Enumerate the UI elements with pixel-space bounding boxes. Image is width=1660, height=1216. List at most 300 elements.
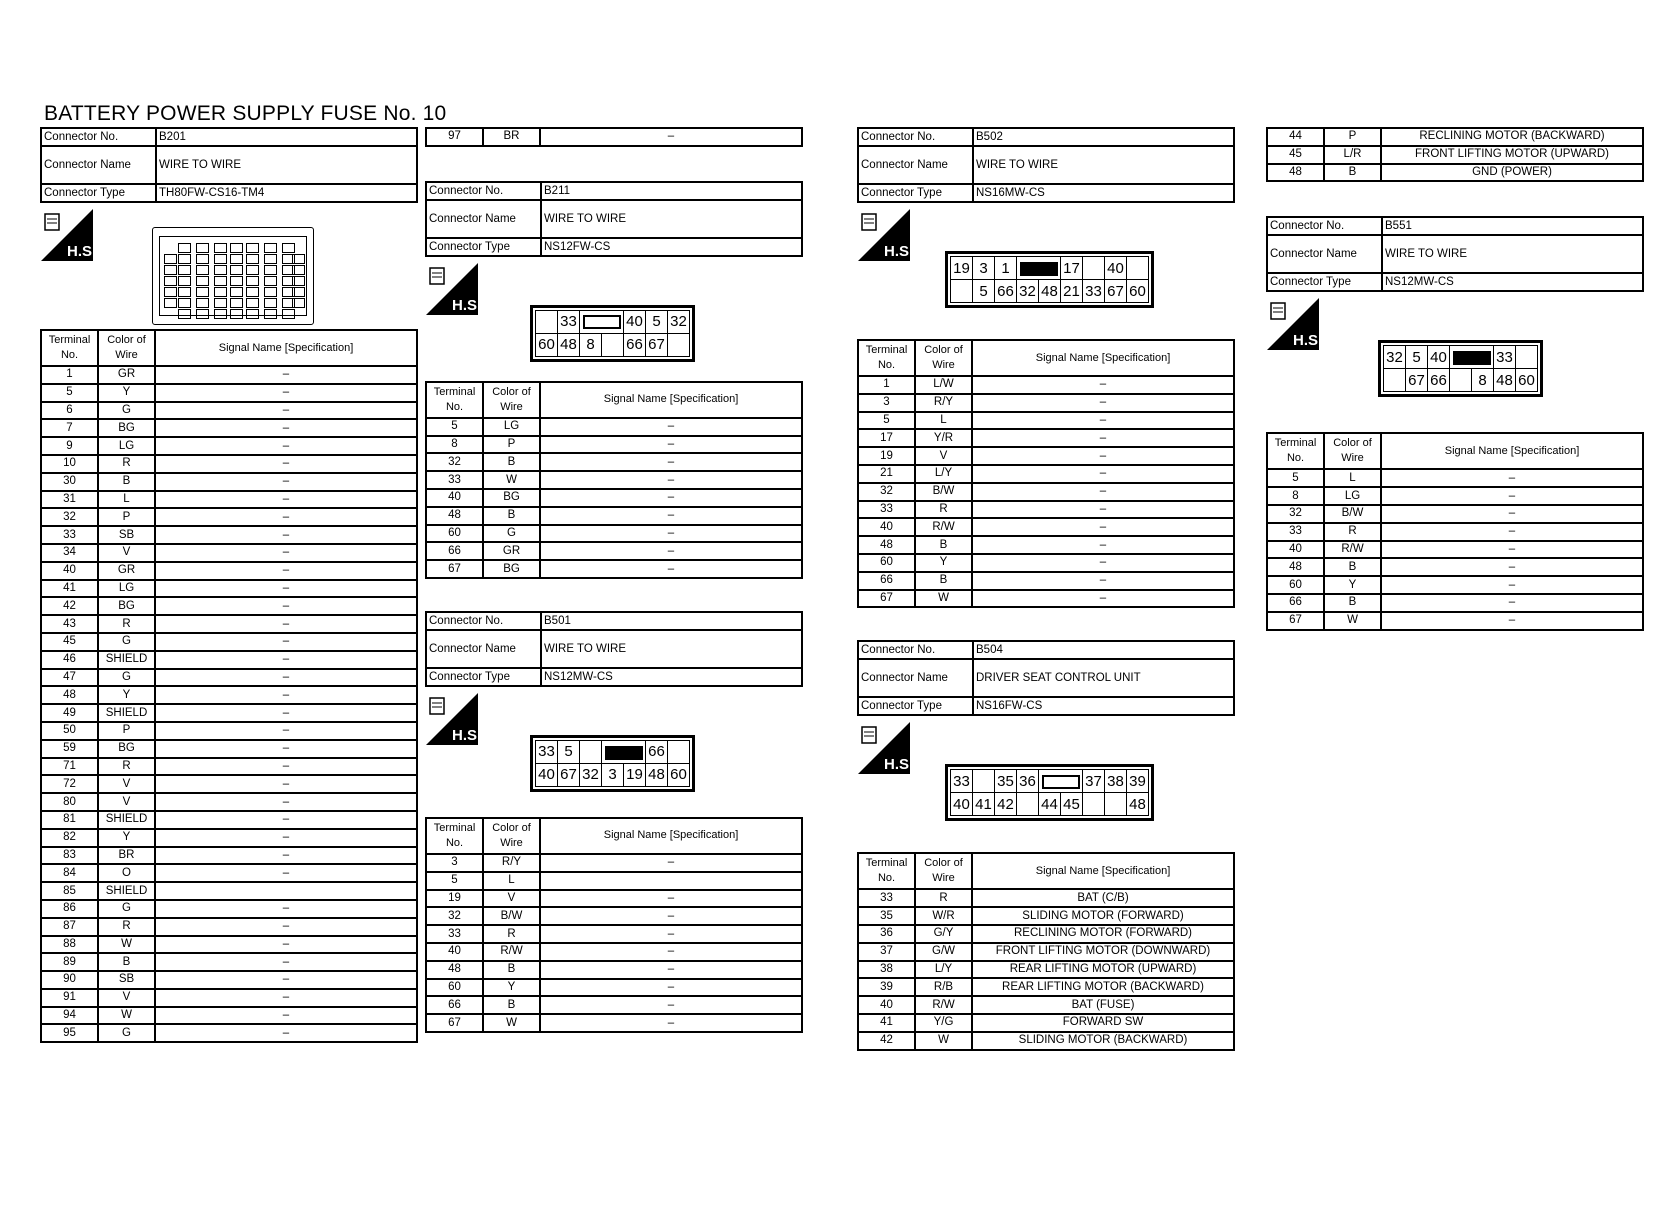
terminal-no-cell: 40: [858, 996, 915, 1014]
table-row: [41, 953, 417, 971]
pin-cell: 48: [646, 763, 668, 786]
signal-name-cell: –: [972, 376, 1234, 394]
table-row: [1267, 594, 1643, 612]
empty-pin-cell: [973, 770, 995, 793]
signal-name-cell: –: [155, 615, 417, 633]
connector-lock-tab: [1450, 346, 1494, 369]
wire-color-cell: W: [483, 471, 540, 489]
table-row: [858, 889, 1234, 907]
terminal-no-cell: 60: [426, 525, 483, 543]
table-row: [41, 686, 417, 704]
pin-cavity: [282, 243, 295, 253]
pin-cavity: [246, 298, 259, 308]
table-row: [858, 943, 1234, 961]
signal-name-cell: –: [540, 436, 802, 454]
pin-layout-b501: [530, 735, 695, 792]
table-row: [426, 489, 802, 507]
wire-color-cell: B/W: [915, 483, 972, 501]
pin-cell: 60: [536, 333, 558, 356]
terminal-no-cell: 42: [858, 1032, 915, 1050]
terminal-no-cell: 66: [1267, 594, 1324, 612]
pin-cavity: [246, 287, 259, 297]
wire-color-cell: B: [915, 536, 972, 554]
pin-cavity: [214, 287, 227, 297]
pin-cell: 44: [1039, 793, 1061, 816]
wire-color-cell: R/W: [915, 996, 972, 1014]
pin-cell: 60: [1516, 369, 1538, 392]
wire-color-cell: Y/R: [915, 429, 972, 447]
signal-name-cell: –: [155, 740, 417, 758]
wire-color-cell: LG: [98, 437, 155, 455]
table-row: [41, 402, 417, 420]
wire-color-cell: B: [915, 572, 972, 590]
signal-name-cell: –: [972, 429, 1234, 447]
wire-color-cell: R/W: [915, 518, 972, 536]
signal-name-header: Signal Name [Specification]: [155, 330, 417, 366]
terminal-no-cell: 50: [41, 722, 98, 740]
pin-cavity: [164, 287, 177, 297]
wire-color-cell: Y/G: [915, 1014, 972, 1032]
wire-color-cell: P: [483, 436, 540, 454]
table-row: [426, 979, 802, 997]
table-row: [41, 971, 417, 989]
wire-color-cell: B: [483, 961, 540, 979]
signal-name-cell: –: [972, 572, 1234, 590]
terminal-no-cell: 45: [1267, 146, 1324, 164]
terminal-no-cell: 1: [858, 376, 915, 394]
table-row: [858, 412, 1234, 430]
connector-diagram-b551: [1266, 298, 1644, 402]
wire-color-cell: Y: [483, 979, 540, 997]
terminal-no-cell: 43: [41, 615, 98, 633]
pin-layout-b211: [530, 305, 695, 362]
connector-no-value: B201: [156, 128, 417, 146]
signal-name-cell: –: [972, 394, 1234, 412]
pin-row: [536, 740, 690, 763]
table-row: [426, 872, 802, 890]
terminal-no-cell: 72: [41, 775, 98, 793]
connector-type-label: Connector Type: [858, 184, 973, 202]
table-row: [41, 847, 417, 865]
wire-color-cell: L/Y: [915, 961, 972, 979]
pin-row: [951, 280, 1149, 303]
wire-color-cell: V: [98, 775, 155, 793]
table-row: [858, 907, 1234, 925]
pin-cell: 33: [1494, 346, 1516, 369]
table-row: [41, 864, 417, 882]
signal-name-cell: –: [540, 996, 802, 1014]
connector-no-value: B211: [541, 182, 802, 200]
table-row: [41, 758, 417, 776]
pin-cavity: [164, 254, 177, 264]
table-row: [426, 925, 802, 943]
pin-cavity: [246, 265, 259, 275]
terminal-no-cell: 33: [1267, 523, 1324, 541]
signal-name-cell: –: [155, 989, 417, 1007]
pin-cell: 40: [951, 793, 973, 816]
table-row: [41, 597, 417, 615]
svg-text:H.S.: H.S.: [884, 243, 914, 260]
terminal-no-cell: 67: [858, 590, 915, 608]
connector-type-value: NS12MW-CS: [541, 668, 802, 686]
wire-color-cell: B: [1324, 558, 1381, 576]
terminal-no-header: Terminal No.: [858, 853, 915, 889]
connector-info-b502: [857, 127, 1235, 203]
terminal-no-cell: 33: [858, 889, 915, 907]
terminal-no-cell: 40: [41, 562, 98, 580]
connector-info-b201: [40, 127, 418, 203]
signal-name-cell: [155, 882, 417, 900]
table-row: [426, 542, 802, 560]
terminal-no-cell: 60: [426, 979, 483, 997]
connector-name-label: Connector Name: [41, 146, 156, 184]
wire-color-cell: G/Y: [915, 925, 972, 943]
pin-cell: 33: [1083, 280, 1105, 303]
pin-cell: 8: [580, 333, 602, 356]
signal-name-header: Signal Name [Specification]: [972, 340, 1234, 376]
table-row: [41, 508, 417, 526]
empty-pin-cell: [1127, 257, 1149, 280]
wire-color-cell: SHIELD: [98, 811, 155, 829]
pin-cell: 37: [1083, 770, 1105, 793]
wire-color-cell: LG: [483, 418, 540, 436]
terminal-no-cell: 33: [426, 925, 483, 943]
pin-cavity: [178, 254, 191, 264]
wire-color-cell: Y: [1324, 576, 1381, 594]
terminal-no-cell: 60: [858, 554, 915, 572]
connector-diagram-b201: [40, 209, 418, 329]
signal-name-cell: –: [155, 544, 417, 562]
wire-color-cell: B/W: [1324, 505, 1381, 523]
wire-color-cell: R: [98, 918, 155, 936]
terminal-no-cell: 31: [41, 491, 98, 509]
table-row: [426, 943, 802, 961]
wire-color-cell: R/Y: [915, 394, 972, 412]
pin-cell: 45: [1061, 793, 1083, 816]
pin-cavity: [292, 298, 305, 308]
table-row: [1267, 523, 1643, 541]
pin-layout-b551: [1378, 340, 1543, 397]
terminal-table-b504-continued: [1266, 127, 1644, 182]
table-row: [426, 1014, 802, 1032]
table-row: [858, 429, 1234, 447]
harness-side-icon: [426, 263, 482, 315]
signal-name-cell: –: [1381, 558, 1643, 576]
pin-cell: 5: [973, 280, 995, 303]
terminal-no-header: Terminal No.: [1267, 433, 1324, 469]
signal-name-cell: GND (POWER): [1381, 164, 1643, 182]
signal-name-cell: RECLINING MOTOR (BACKWARD): [1381, 128, 1643, 146]
signal-name-cell: FORWARD SW: [972, 1014, 1234, 1032]
connector-name-value: DRIVER SEAT CONTROL UNIT: [973, 659, 1234, 697]
table-row: [858, 536, 1234, 554]
table-row: [858, 996, 1234, 1014]
terminal-no-cell: 42: [41, 597, 98, 615]
table-row: [41, 473, 417, 491]
terminal-no-cell: 41: [858, 1014, 915, 1032]
terminal-no-cell: 47: [41, 669, 98, 687]
wire-color-cell: W/R: [915, 907, 972, 925]
pin-cavity: [292, 276, 305, 286]
terminal-no-cell: 40: [426, 489, 483, 507]
terminal-no-cell: 8: [1267, 487, 1324, 505]
column-b551: [1266, 127, 1644, 631]
terminal-no-cell: 48: [858, 536, 915, 554]
signal-name-cell: –: [155, 864, 417, 882]
terminal-table-b502: [857, 339, 1235, 608]
terminal-no-cell: 48: [1267, 558, 1324, 576]
wire-color-cell: B/W: [483, 907, 540, 925]
signal-name-cell: –: [155, 491, 417, 509]
signal-name-cell: –: [155, 686, 417, 704]
terminal-table-b551: [1266, 432, 1644, 630]
pin-cell: 32: [668, 310, 690, 333]
signal-name-cell: –: [540, 560, 802, 578]
pin-cell: 21: [1061, 280, 1083, 303]
table-row: [41, 615, 417, 633]
terminal-no-cell: 39: [858, 978, 915, 996]
pin-cavity: [178, 265, 191, 275]
connector-name-value: WIRE TO WIRE: [156, 146, 417, 184]
terminal-no-cell: 66: [858, 572, 915, 590]
wire-color-cell: LG: [1324, 487, 1381, 505]
wire-color-cell: B: [98, 953, 155, 971]
table-row: [41, 544, 417, 562]
terminal-no-cell: 95: [41, 1024, 98, 1042]
terminal-table-b201: [40, 329, 418, 1043]
pin-cell: 1: [995, 257, 1017, 280]
pin-cell: 3: [973, 257, 995, 280]
connector-name-label: Connector Name: [858, 659, 973, 697]
signal-name-cell: –: [155, 918, 417, 936]
signal-name-cell: –: [540, 542, 802, 560]
table-row: [1267, 558, 1643, 576]
signal-name-cell: –: [972, 518, 1234, 536]
pin-cavity: [230, 287, 243, 297]
pin-cavity: [178, 276, 191, 286]
table-row: [41, 918, 417, 936]
empty-pin-cell: [602, 333, 624, 356]
wire-color-cell: G: [98, 402, 155, 420]
signal-name-header: Signal Name [Specification]: [540, 818, 802, 854]
signal-name-cell: –: [155, 1007, 417, 1025]
svg-text:H.S.: H.S.: [452, 726, 482, 744]
lock-tab-icon: [605, 746, 643, 760]
wire-color-cell: B: [483, 996, 540, 1014]
pin-cavity: [264, 298, 277, 308]
terminal-no-cell: 19: [858, 447, 915, 465]
terminal-no-cell: 8: [426, 436, 483, 454]
table-row: [41, 491, 417, 509]
terminal-no-cell: 32: [426, 907, 483, 925]
wire-color-cell: L/Y: [915, 465, 972, 483]
table-row: [426, 996, 802, 1014]
wire-color-cell: G: [98, 900, 155, 918]
connector-name-value: WIRE TO WIRE: [973, 146, 1234, 184]
signal-name-cell: –: [1381, 576, 1643, 594]
connector-no-label: Connector No.: [1267, 217, 1382, 235]
signal-name-header: Signal Name [Specification]: [972, 853, 1234, 889]
table-row: [41, 562, 417, 580]
pin-cell: 33: [951, 770, 973, 793]
terminal-no-header: Terminal No.: [426, 818, 483, 854]
pin-cavity: [178, 298, 191, 308]
empty-pin-cell: [1450, 369, 1472, 392]
wire-color-cell: GR: [98, 366, 155, 384]
pin-cavity: [292, 254, 305, 264]
wire-color-cell: SHIELD: [98, 651, 155, 669]
signal-name-cell: –: [155, 811, 417, 829]
pin-cell: 39: [1127, 770, 1149, 793]
table-row: [41, 775, 417, 793]
pin-cavity: [196, 309, 209, 319]
signal-name-cell: FRONT LIFTING MOTOR (UPWARD): [1381, 146, 1643, 164]
harness-side-icon: [426, 693, 482, 745]
terminal-no-cell: 94: [41, 1007, 98, 1025]
terminal-no-cell: 3: [858, 394, 915, 412]
signal-name-cell: –: [155, 437, 417, 455]
column-b201: [40, 127, 418, 1043]
wire-color-header: Color of Wire: [1324, 433, 1381, 469]
empty-pin-cell: [1083, 793, 1105, 816]
pin-cavity: [196, 243, 209, 253]
wire-color-cell: G: [98, 669, 155, 687]
harness-side-icon: [1267, 298, 1323, 350]
pin-cell: 66: [1428, 369, 1450, 392]
connector-type-value: NS12MW-CS: [1382, 273, 1643, 291]
empty-pin-cell: [1083, 257, 1105, 280]
signal-name-cell: –: [155, 651, 417, 669]
pin-cavity: [178, 243, 191, 253]
wire-color-cell: L: [98, 491, 155, 509]
signal-name-cell: –: [1381, 541, 1643, 559]
pin-cell: 32: [1017, 280, 1039, 303]
signal-name-cell: –: [540, 453, 802, 471]
terminal-no-cell: 36: [858, 925, 915, 943]
table-row: [1267, 164, 1643, 182]
signal-name-cell: –: [540, 890, 802, 908]
pin-cell: 60: [668, 763, 690, 786]
pin-cavity: [164, 298, 177, 308]
terminal-no-cell: 48: [41, 686, 98, 704]
terminal-no-cell: 1: [41, 366, 98, 384]
signal-name-cell: –: [155, 384, 417, 402]
table-row: [41, 1024, 417, 1042]
terminal-no-cell: 66: [426, 542, 483, 560]
wire-color-cell: B: [483, 507, 540, 525]
table-row: [858, 394, 1234, 412]
pin-cavity: [264, 265, 277, 275]
pin-cell: 40: [1428, 346, 1450, 369]
svg-text:H.S.: H.S.: [884, 756, 914, 774]
signal-name-cell: –: [972, 501, 1234, 519]
table-row: [41, 811, 417, 829]
connector-info-b501: [425, 611, 803, 687]
pin-cavity: [282, 309, 295, 319]
connector-type-value: NS16FW-CS: [973, 697, 1234, 715]
table-row: [858, 501, 1234, 519]
terminal-no-cell: 5: [426, 418, 483, 436]
signal-name-cell: SLIDING MOTOR (FORWARD): [972, 907, 1234, 925]
terminal-no-cell: 84: [41, 864, 98, 882]
lock-tab-icon: [1453, 351, 1491, 365]
table-row: [426, 907, 802, 925]
wire-color-cell: P: [1324, 128, 1381, 146]
wire-color-cell: SB: [98, 526, 155, 544]
table-row: [41, 829, 417, 847]
pin-cell: 32: [580, 763, 602, 786]
empty-pin-cell: [668, 333, 690, 356]
pin-cell: 48: [1494, 369, 1516, 392]
table-row: [41, 882, 417, 900]
pin-row: [951, 257, 1149, 280]
pin-cavity: [164, 276, 177, 286]
signal-name-cell: –: [155, 1024, 417, 1042]
signal-name-cell: –: [155, 473, 417, 491]
signal-name-cell: –: [155, 597, 417, 615]
wire-color-header: Color of Wire: [483, 818, 540, 854]
terminal-table-b501: [425, 817, 803, 1033]
connector-type-label: Connector Type: [41, 184, 156, 202]
table-row: [1267, 612, 1643, 630]
pin-cell: 40: [1105, 257, 1127, 280]
pin-cavity: [214, 309, 227, 319]
wire-color-cell: L: [483, 872, 540, 890]
wire-color-cell: B: [1324, 164, 1381, 182]
table-row: [426, 854, 802, 872]
wire-color-header: Color of Wire: [483, 382, 540, 418]
connector-diagram-b211: [425, 263, 803, 367]
wire-color-header: Color of Wire: [915, 853, 972, 889]
pin-row: [951, 793, 1149, 816]
signal-name-cell: REAR LIFTING MOTOR (UPWARD): [972, 961, 1234, 979]
terminal-no-cell: 91: [41, 989, 98, 1007]
connector-lock-tab: [1039, 770, 1083, 793]
empty-pin-cell: [1017, 793, 1039, 816]
table-row: [858, 590, 1234, 608]
table-row: [858, 518, 1234, 536]
wire-color-cell: R: [483, 925, 540, 943]
signal-name-cell: –: [972, 483, 1234, 501]
terminal-no-cell: 71: [41, 758, 98, 776]
pin-cavity: [196, 298, 209, 308]
connector-type-value: NS16MW-CS: [973, 184, 1234, 202]
page-title: BATTERY POWER SUPPLY FUSE No. 10: [44, 102, 447, 125]
signal-name-cell: –: [155, 936, 417, 954]
pin-cell: 36: [1017, 770, 1039, 793]
pin-cell: 66: [646, 740, 668, 763]
pin-cavity: [264, 276, 277, 286]
table-row: [41, 740, 417, 758]
pin-row: [536, 763, 690, 786]
terminal-no-cell: 35: [858, 907, 915, 925]
wire-color-cell: GR: [483, 542, 540, 560]
signal-name-header: Signal Name [Specification]: [540, 382, 802, 418]
table-row: [41, 366, 417, 384]
signal-name-cell: –: [972, 412, 1234, 430]
table-row: [858, 961, 1234, 979]
terminal-no-cell: 88: [41, 936, 98, 954]
wire-color-cell: L/W: [915, 376, 972, 394]
table-row: [1267, 146, 1643, 164]
connector-diagram-b501: [425, 693, 803, 797]
pin-cavity: [178, 287, 191, 297]
table-row: [858, 483, 1234, 501]
pin-cavity: [292, 265, 305, 275]
terminal-no-cell: 38: [858, 961, 915, 979]
terminal-no-cell: 17: [858, 429, 915, 447]
signal-name-cell: –: [540, 979, 802, 997]
